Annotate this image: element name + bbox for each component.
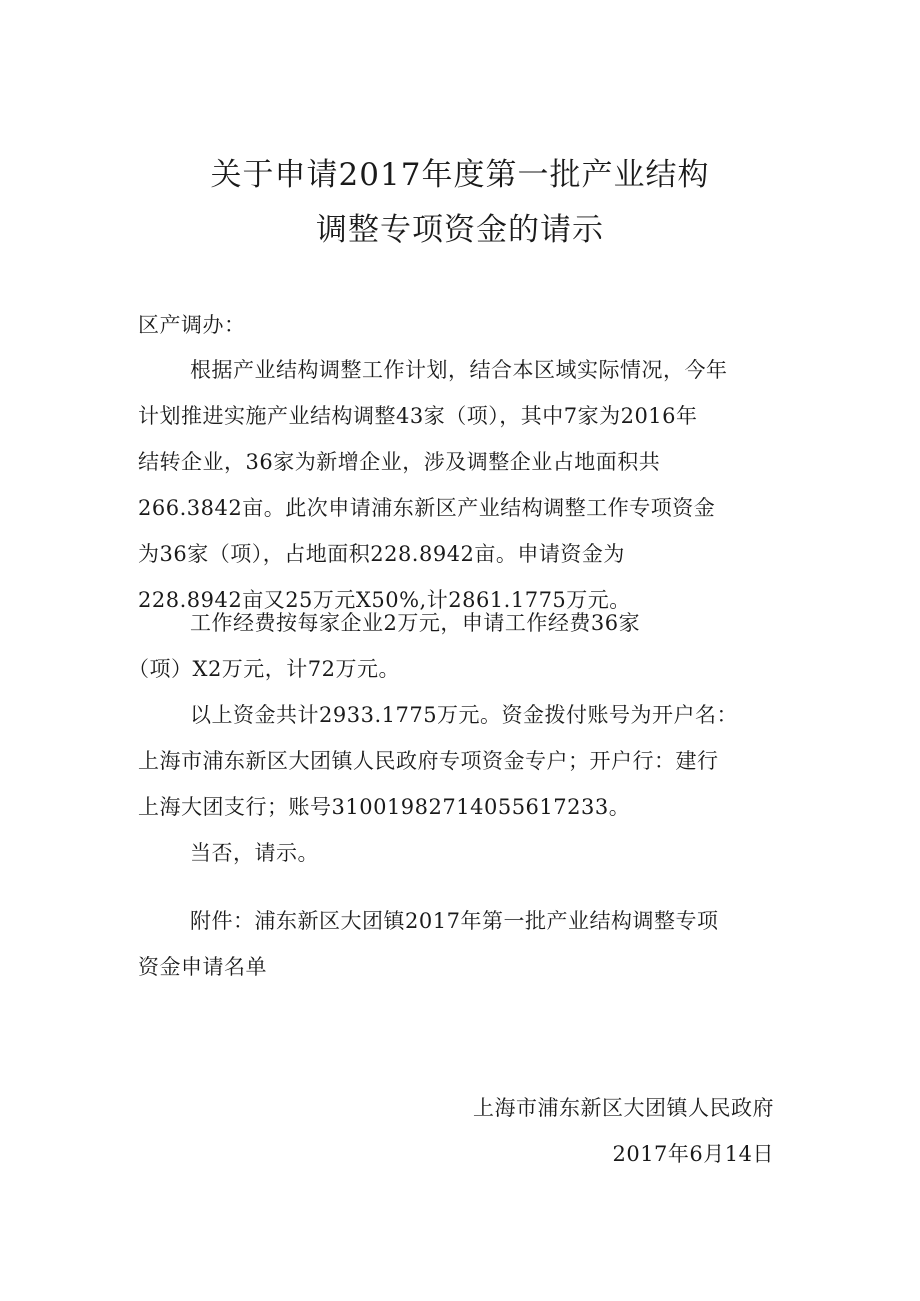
paragraph-line: 根据产业结构调整工作计划，结合本区域实际情况，今年 bbox=[190, 358, 728, 382]
paragraph-funding-request bbox=[138, 347, 778, 623]
paragraph-line: 结转企业，36家为新增企业，涉及调整企业占地面积共 bbox=[138, 450, 661, 474]
paragraph-line: 工作经费按每家企业2万元，申请工作经费36家 bbox=[190, 611, 641, 635]
signature-date: 2017年6月14日 bbox=[612, 1142, 774, 1166]
attachment-note bbox=[138, 898, 778, 990]
paragraph-line: 上海市浦东新区大团镇人民政府专项资金专户；开户行：建行 bbox=[138, 749, 719, 773]
paragraph-line: 228.8942亩又25万元X50%,计2861.1775万元。 bbox=[138, 588, 631, 612]
signature-organization: 上海市浦东新区大团镇人民政府 bbox=[473, 1096, 774, 1120]
paragraph-line: 资金申请名单 bbox=[138, 955, 267, 979]
salutation: 区产调办： bbox=[138, 313, 246, 337]
paragraph-line: 当否，请示。 bbox=[190, 841, 319, 865]
document-title-line-2: 调整专项资金的请示 bbox=[316, 212, 604, 248]
paragraph-account-details bbox=[138, 692, 778, 830]
paragraph-line: 上海大团支行；账号31001982714055617233。 bbox=[138, 795, 631, 819]
paragraph-line: （项）X2万元，计72万元。 bbox=[128, 657, 401, 681]
paragraph-line: 附件：浦东新区大团镇2017年第一批产业结构调整专项 bbox=[190, 909, 719, 933]
paragraph-line: 266.3842亩。此次申请浦东新区产业结构调整工作专项资金 bbox=[138, 496, 716, 520]
paragraph-work-expenses bbox=[128, 600, 778, 692]
closing-line bbox=[138, 830, 778, 876]
paragraph-line: 以上资金共计2933.1775万元。资金拨付账号为开户名： bbox=[190, 703, 739, 727]
paragraph-line: 计划推进实施产业结构调整43家（项），其中7家为2016年 bbox=[138, 404, 698, 428]
document-title-line-1: 关于申请2017年度第一批产业结构 bbox=[210, 157, 710, 193]
paragraph-line: 为36家（项），占地面积228.8942亩。申请资金为 bbox=[138, 542, 625, 566]
